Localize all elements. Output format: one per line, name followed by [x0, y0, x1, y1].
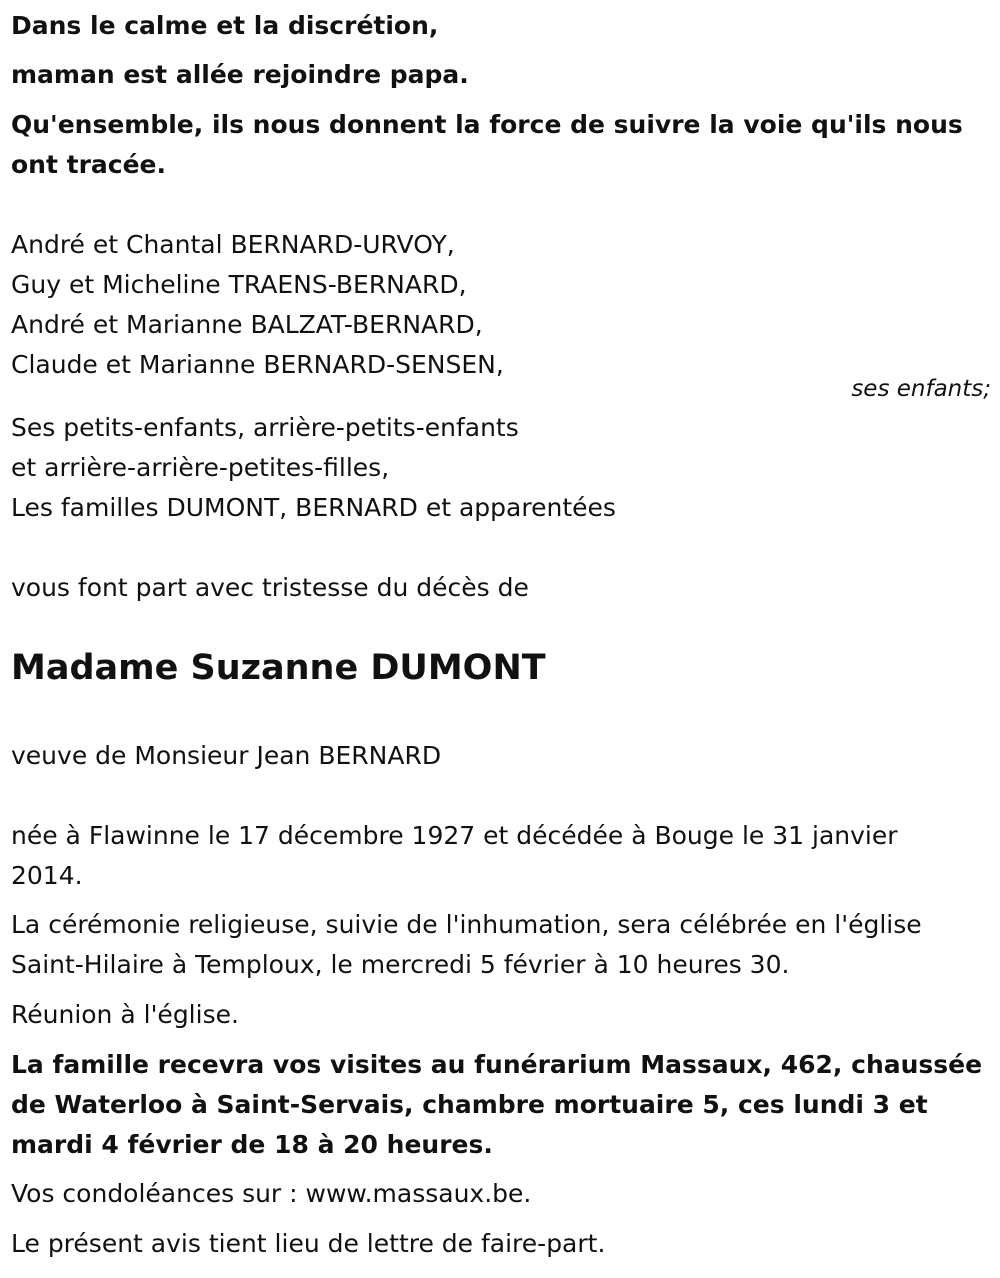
- child-name-1: André et Chantal BERNARD-URVOY,: [11, 230, 455, 259]
- ceremony-line-b: Saint-Hilaire à Temploux, le mercredi 5 février à 10 heures 30.: [11, 950, 790, 979]
- obituary-notice: [11, 0, 991, 1278]
- intro-line-1: Dans le calme et la discrétion,: [11, 11, 439, 40]
- birth-death-line-b: 2014.: [11, 861, 83, 890]
- ceremony-meeting: Réunion à l'église.: [11, 1000, 239, 1029]
- family-line-2: et arrière-arrière-petites-filles,: [11, 453, 390, 482]
- children-role: ses enfants;: [851, 376, 991, 402]
- condolences: Vos condoléances sur : www.massaux.be.: [11, 1179, 532, 1208]
- deceased-name: Madame Suzanne DUMONT: [11, 648, 546, 688]
- visits-line-c: mardi 4 février de 18 à 20 heures.: [11, 1130, 493, 1159]
- family-line-1: Ses petits-enfants, arrière-petits-enfants: [11, 413, 519, 442]
- birth-death-line-a: née à Flawinne le 17 décembre 1927 et décédée à Bouge le 31 janvier: [11, 821, 898, 850]
- notice: Le présent avis tient lieu de lettre de faire-part.: [11, 1229, 606, 1258]
- family-line-3: Les familles DUMONT, BERNARD et apparentées: [11, 493, 616, 522]
- ceremony-line-a: La cérémonie religieuse, suivie de l'inhumation, sera célébrée en l'église: [11, 910, 922, 939]
- child-name-4: Claude et Marianne BERNARD-SENSEN,: [11, 350, 504, 379]
- widow-of: veuve de Monsieur Jean BERNARD: [11, 741, 442, 770]
- child-name-3: André et Marianne BALZAT-BERNARD,: [11, 310, 483, 339]
- intro-line-2: maman est allée rejoindre papa.: [11, 60, 469, 89]
- announcement: vous font part avec tristesse du décès de: [11, 573, 529, 602]
- visits-line-b: de Waterloo à Saint-Servais, chambre mortuaire 5, ces lundi 3 et: [11, 1090, 928, 1119]
- intro-line-3a: Qu'ensemble, ils nous donnent la force de suivre la voie qu'ils nous: [11, 110, 963, 139]
- visits-line-a: La famille recevra vos visites au funérarium Massaux, 462, chaussée: [11, 1050, 983, 1079]
- child-name-2: Guy et Micheline TRAENS-BERNARD,: [11, 270, 467, 299]
- intro-line-3b: ont tracée.: [11, 150, 167, 179]
